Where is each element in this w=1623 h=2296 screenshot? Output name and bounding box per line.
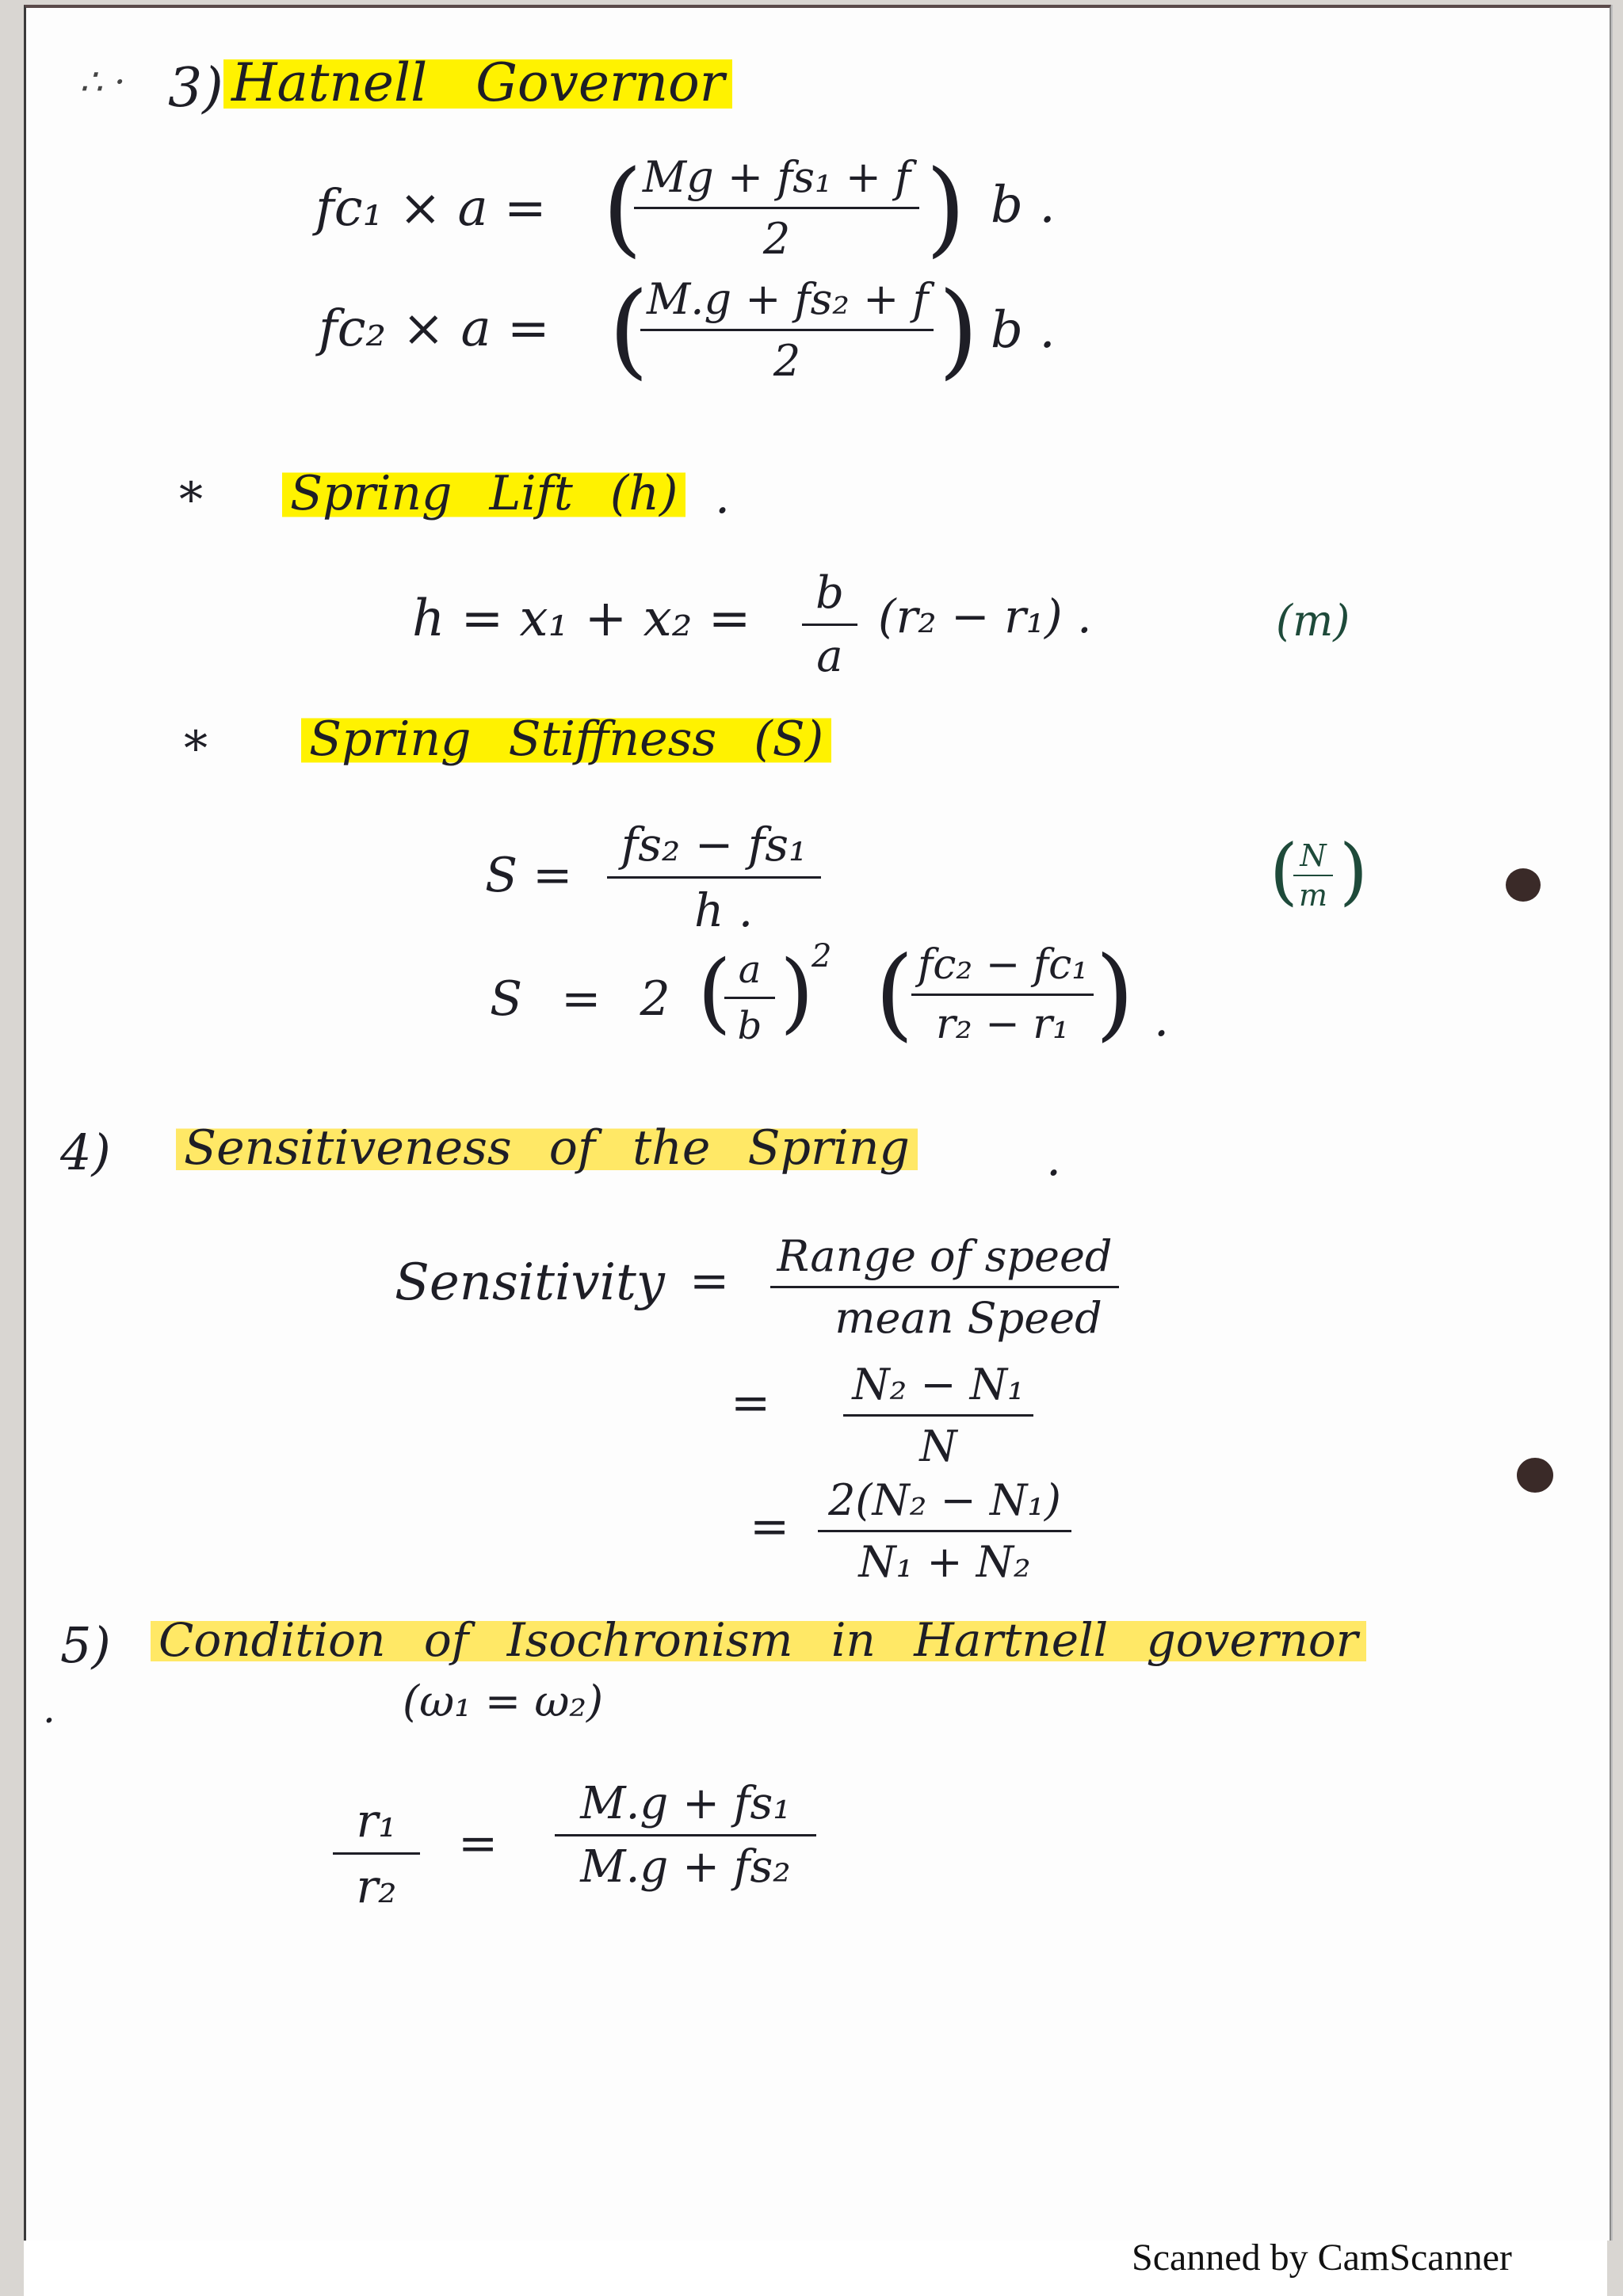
- eq-fc1-denominator: 2: [762, 214, 791, 264]
- isochronism-rhs-fraction: [555, 1778, 816, 1893]
- sensitivity-fraction-3: [818, 1475, 1071, 1587]
- eq-fc1-close-paren: ): [926, 147, 966, 268]
- eq-fc2-numerator: M.g + fs₂ + f: [640, 274, 934, 331]
- eq-fc1-fraction: [634, 152, 919, 264]
- sensitivity-lhs: Sensitivity: [395, 1253, 665, 1312]
- eq-fc1-tail: b .: [991, 176, 1056, 235]
- stiffness-eq2-tail: .: [1154, 992, 1170, 1047]
- spring-lift-lhs: h = x₁ + x₂ =: [412, 589, 751, 648]
- section-3-number: 3): [168, 57, 223, 120]
- spring-lift-bullet: *: [179, 472, 203, 528]
- stiffness-eq2-fraction2: [911, 941, 1094, 1048]
- ink-blot-upper: [1506, 868, 1541, 902]
- eq-fc1-numerator: Mg + fs₁ + f: [634, 152, 919, 209]
- stiffness-eq2-frac1-num: a: [724, 948, 775, 999]
- sensitivity-f1-den: mean Speed: [834, 1293, 1102, 1343]
- stiffness-eq2-paren2-open: (: [875, 935, 915, 1051]
- section-4-title: Sensitiveness of the Spring: [176, 1120, 918, 1176]
- sensitivity-f1-num: Range of speed: [770, 1231, 1119, 1288]
- sensitivity-eq-1: =: [689, 1253, 730, 1309]
- eq-fc2-lhs: fc₂ × a =: [319, 299, 550, 358]
- spring-lift-tail: (r₂ − r₁) .: [878, 589, 1092, 643]
- isochronism-rhs-den: M.g + fs₂: [580, 1841, 791, 1893]
- stiffness-eq2-frac2-den: r₂ − r₁: [935, 1001, 1070, 1048]
- spring-lift-trailing-dot: .: [715, 469, 731, 524]
- isochronism-lhs-num: r₁: [333, 1794, 420, 1855]
- stiffness-eq1-num: fs₂ − fs₁: [607, 818, 821, 879]
- stiffness-unit: [1293, 838, 1333, 913]
- eq-fc1-open-paren: (: [602, 147, 643, 268]
- sensitivity-eq-2: =: [731, 1375, 771, 1431]
- section-5-title: Condition of Isochronism in Hartnell governor: [151, 1613, 1366, 1667]
- eq-fc2-denominator: 2: [773, 336, 801, 386]
- margin-dots: ∴ ·: [79, 60, 126, 103]
- spring-stiffness-title: Spring Stiffness (S): [301, 711, 831, 767]
- stiffness-eq2-fraction1: [724, 948, 775, 1048]
- sensitivity-eq-3: =: [750, 1499, 790, 1554]
- stiffness-eq2-paren1-open: (: [697, 941, 731, 1043]
- spring-lift-unit: (m): [1276, 596, 1350, 646]
- stiffness-eq2-paren1-close: ): [780, 941, 814, 1043]
- sensitivity-fraction-2: [843, 1360, 1033, 1471]
- eq-fc1-lhs: fc₁ × a =: [315, 179, 547, 238]
- section-4-tail: .: [1046, 1131, 1062, 1187]
- section-4-number: 4): [60, 1123, 111, 1181]
- sensitivity-fraction-1: [770, 1231, 1119, 1343]
- isochronism-eq: =: [458, 1816, 498, 1871]
- sensitivity-f2-den: N: [919, 1421, 957, 1471]
- section-5-stray-dot: .: [43, 1686, 55, 1732]
- spring-lift-frac-num: b: [802, 567, 857, 626]
- eq-fc2-tail: b .: [991, 301, 1056, 360]
- section-5-subtitle: (ω₁ = ω₂): [403, 1676, 604, 1726]
- eq-fc2-open-paren: (: [609, 269, 649, 390]
- stiffness-unit-den: m: [1298, 878, 1328, 913]
- stiffness-unit-num: N: [1293, 838, 1333, 876]
- eq-fc2-fraction: [640, 274, 934, 386]
- sensitivity-f3-den: N₁ + N₂: [858, 1537, 1031, 1587]
- spring-lift-frac-den: a: [816, 631, 843, 682]
- stiffness-eq1-fraction: [607, 818, 821, 937]
- stiffness-unit-close-paren: ): [1339, 829, 1368, 913]
- sensitivity-f3-num: 2(N₂ − N₁): [818, 1475, 1071, 1532]
- eq-fc2-close-paren: ): [938, 269, 979, 390]
- stiffness-eq2-paren2-close: ): [1095, 935, 1135, 1051]
- stiffness-eq1-den: h .: [694, 883, 754, 937]
- spring-lift-fraction: [802, 567, 857, 682]
- stiffness-eq1-lhs: S =: [485, 848, 573, 903]
- ink-blot-lower: [1517, 1458, 1553, 1493]
- section-3-title: Hatnell Governor: [223, 52, 732, 113]
- spring-lift-title: Spring Lift (h): [282, 466, 685, 521]
- sensitivity-f2-num: N₂ − N₁: [843, 1360, 1033, 1417]
- spring-stiffness-bullet: *: [184, 721, 208, 776]
- stiffness-eq2-frac1-den: b: [737, 1004, 762, 1048]
- isochronism-lhs-fraction: [333, 1794, 420, 1913]
- isochronism-rhs-num: M.g + fs₁: [555, 1778, 816, 1836]
- section-5-number: 5): [60, 1616, 111, 1674]
- stiffness-eq2-power: 2: [812, 938, 832, 974]
- stiffness-unit-open-paren: (: [1270, 829, 1298, 913]
- stiffness-eq2-frac2-num: fc₂ − fc₁: [911, 941, 1094, 996]
- isochronism-lhs-den: r₂: [356, 1859, 397, 1913]
- stiffness-eq2-lhs: S = 2: [490, 971, 670, 1027]
- scanner-watermark: Scanned by CamScanner: [1132, 2237, 1512, 2279]
